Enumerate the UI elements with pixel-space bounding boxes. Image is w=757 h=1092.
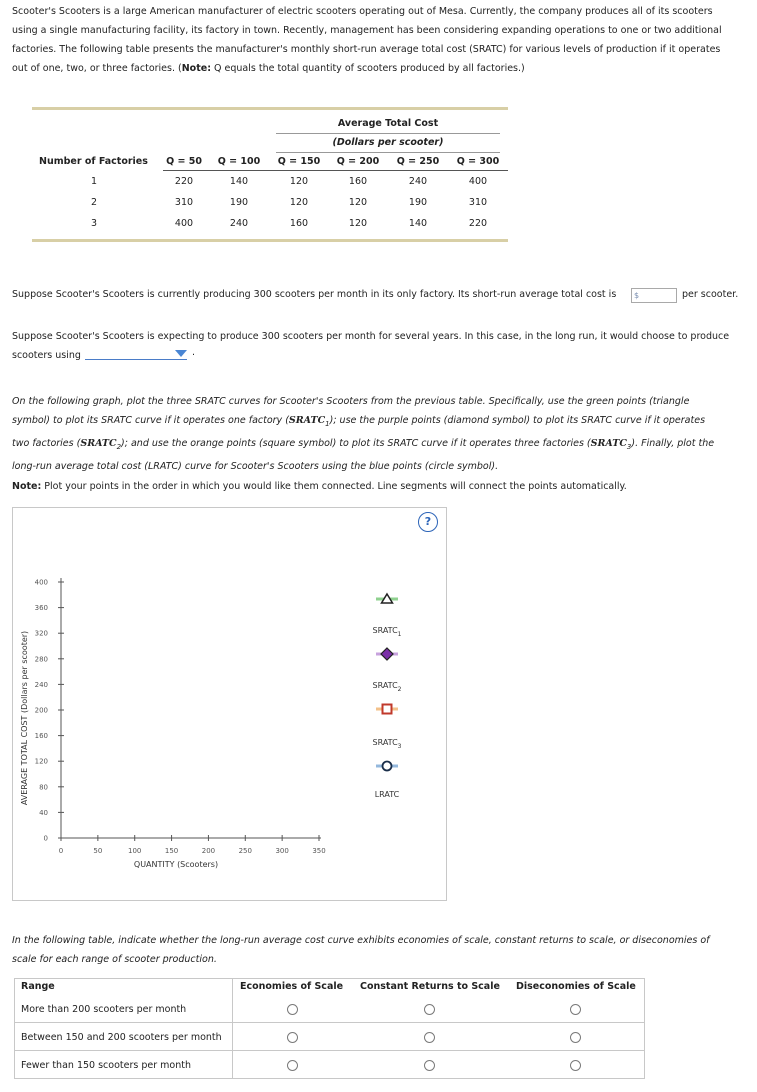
table-row-label: 2 <box>90 197 98 208</box>
table-cell: 310 <box>468 197 488 208</box>
instruction-line: long-run average total cost (LRATC) curve for Scooter's Scooters using the blue points (circle symbol). <box>12 460 499 472</box>
table-cell: 240 <box>229 218 249 229</box>
question-period: . <box>192 347 196 358</box>
square-icon[interactable] <box>383 705 392 714</box>
table-cell: 120 <box>348 218 368 229</box>
instruction-text: symbol) to plot its SRATC curve if it operates one factory ( <box>12 415 289 426</box>
y-tick-label: 360 <box>34 604 48 613</box>
radio-economies-row1[interactable] <box>287 1004 298 1015</box>
legend-item-diamond[interactable] <box>373 648 402 693</box>
y-tick-label: 280 <box>34 655 48 664</box>
column-header: Q = 200 <box>336 156 380 167</box>
x-tick-label: 350 <box>312 847 326 855</box>
radio-economies-row2[interactable] <box>287 1032 298 1043</box>
table-row-divider <box>14 1022 644 1023</box>
dollar-prefix: $ <box>634 291 640 300</box>
y-tick-label: 400 <box>34 578 48 587</box>
legend-subscript: 2 <box>397 686 402 693</box>
legend-item-triangle[interactable] <box>373 594 402 638</box>
y-tick-label: 120 <box>34 757 48 766</box>
intro-line: factories. The following table presents the manufacturer's monthly short-run average total cost (SRATC) for various levels of production if it operates <box>12 44 721 55</box>
y-tick-label: 200 <box>34 706 48 715</box>
table-cell: 190 <box>229 197 249 208</box>
table-cell: 220 <box>468 218 488 229</box>
table-border <box>14 978 15 1079</box>
table-cell: 120 <box>289 197 309 208</box>
table-cell: 400 <box>468 176 488 187</box>
radio-economies-row3[interactable] <box>287 1060 298 1071</box>
table-title: Average Total Cost <box>337 118 439 129</box>
sratc3-symbol: SRATC <box>590 437 627 449</box>
radio-constant-row3[interactable] <box>424 1060 435 1071</box>
subscript: 2 <box>116 442 122 451</box>
y-tick-label: 160 <box>34 732 48 741</box>
intro-text: Q equals the total quantity of scooters produced by all factories.) <box>211 63 525 74</box>
sratc2-symbol: SRATC <box>80 437 117 449</box>
table-row-label: More than 200 scooters per month <box>21 1004 187 1015</box>
table-row-divider <box>14 1050 644 1051</box>
radio-constant-row2[interactable] <box>424 1032 435 1043</box>
circle-icon[interactable] <box>383 762 392 771</box>
per-scooter-label: per scooter. <box>682 289 739 300</box>
radio-constant-row1[interactable] <box>424 1004 435 1015</box>
column-header: Q = 250 <box>396 156 440 167</box>
x-tick-label: 150 <box>164 847 179 855</box>
radio-diseconomies-row1[interactable] <box>570 1004 581 1015</box>
table-row-label: 1 <box>90 176 98 187</box>
note-label: Note: <box>181 63 211 74</box>
intro-text: out of one, two, or three factories. ( <box>12 63 182 74</box>
scale-question <box>12 931 742 969</box>
question-text: Suppose Scooter's Scooters is currently producing 300 scooters per month in its only factory. Its short-run average total cost is <box>12 289 617 300</box>
x-tick-label: 300 <box>275 847 289 855</box>
table-cell: 310 <box>174 197 194 208</box>
column-header-diseconomies: Diseconomies of Scale <box>516 981 636 992</box>
subscript: 1 <box>325 419 330 428</box>
instruction-text: two factories ( <box>12 437 81 449</box>
table-subtitle: (Dollars per scooter) <box>332 137 444 148</box>
column-header-economies: Economies of Scale <box>240 981 344 992</box>
x-tick-label: 50 <box>93 847 103 855</box>
table-cell: 120 <box>348 197 368 208</box>
y-tick-label: 80 <box>39 783 48 792</box>
y-tick-label: 40 <box>39 808 48 817</box>
x-tick-label: 100 <box>128 847 142 855</box>
legend-label: $SRATC_1$ <box>372 626 402 638</box>
note-label: Note: <box>12 481 42 492</box>
graph-legend[interactable] <box>373 594 402 799</box>
sratc1-symbol: SRATC <box>288 415 326 426</box>
question-text: scooters using <box>12 350 81 361</box>
legend-label: $SRATC_2$ <box>372 681 402 693</box>
radio-diseconomies-row3[interactable] <box>570 1060 581 1071</box>
table-cell: 140 <box>229 176 249 187</box>
legend-subscript: 3 <box>397 743 402 750</box>
table-border <box>14 1078 644 1079</box>
question-text: scale for each range of scooter production. <box>12 954 217 965</box>
question-text: Suppose Scooter's Scooters is expecting to produce 300 scooters per month for several years. In this case, in the long run, it would choose to produce <box>12 331 730 342</box>
instruction-line: On the following graph, plot the three SRATC curves for Scooter's Scooters from the previous table. Specifically, use the green points (triangle <box>12 396 690 407</box>
y-tick-label: 240 <box>34 680 48 689</box>
radio-diseconomies-row2[interactable] <box>570 1032 581 1043</box>
table-cell: 240 <box>408 176 428 187</box>
table-cell: 160 <box>348 176 368 187</box>
table-border <box>14 978 644 979</box>
table-cell: 190 <box>408 197 428 208</box>
column-header: Q = 50 <box>166 156 202 167</box>
legend-item-circle[interactable] <box>375 762 400 800</box>
table-row-label: Fewer than 150 scooters per month <box>21 1060 191 1071</box>
x-tick-label: 0 <box>58 847 64 855</box>
help-icon[interactable]: ? <box>418 512 438 532</box>
column-header: Q = 300 <box>456 156 500 167</box>
legend-label: $SRATC_3$ <box>372 738 402 750</box>
subscript: 3 <box>626 442 632 451</box>
column-header-range: Range <box>21 981 55 992</box>
note-text: Plot your points in the order in which you would like them connected. Line segments will connect the points automatically. <box>41 481 627 492</box>
column-header: Q = 150 <box>277 156 321 167</box>
intro-line: Scooter's Scooters is a large American manufacturer of electric scooters operating out of Mesa. Currently, the company produces all of its scooters <box>12 6 713 17</box>
row-header: Number of Factories <box>39 156 148 167</box>
plot-axes <box>35 578 326 855</box>
table-cell: 220 <box>174 176 194 187</box>
x-tick-label: 200 <box>201 847 216 855</box>
instruction-text: ); use the purple points (diamond symbol) to plot its SRATC curve if it operates <box>329 415 706 426</box>
legend-item-square[interactable] <box>373 705 402 751</box>
legend-label: LRATC <box>374 790 400 799</box>
x-axis-label: QUANTITY (Scooters) <box>133 860 219 869</box>
table-cell: 160 <box>289 218 309 229</box>
x-tick-label: 250 <box>238 847 252 855</box>
legend-subscript: 1 <box>397 631 402 638</box>
question-text: In the following table, indicate whether the long-run average cost curve exhibits economies of scale, constant returns to scale, or diseconomies of <box>12 935 710 946</box>
intro-line: using a single manufacturing facility, its factory in town. Recently, management has been considering expanding operations to one or two additional <box>12 25 722 36</box>
column-header-constant: Constant Returns to Scale <box>360 981 500 992</box>
table-row-label: 3 <box>90 218 98 229</box>
column-header: Q = 100 <box>217 156 261 167</box>
table-border <box>644 978 645 1079</box>
diamond-icon[interactable] <box>381 648 393 660</box>
table-border <box>232 978 233 1079</box>
y-tick-label: 0 <box>43 834 48 843</box>
y-axis-label: AVERAGE TOTAL COST (Dollars per scooter) <box>20 630 29 806</box>
y-tick-label: 320 <box>34 629 48 638</box>
instruction-text: ). Finally, plot the <box>631 437 715 449</box>
instruction-text: ); and use the orange points (square symbol) to plot its SRATC curve if it operates three factories ( <box>121 437 591 449</box>
table-row-label: Between 150 and 200 scooters per month <box>21 1032 222 1043</box>
table-cell: 400 <box>174 218 194 229</box>
table-cell: 140 <box>408 218 428 229</box>
table-cell: 120 <box>289 176 309 187</box>
